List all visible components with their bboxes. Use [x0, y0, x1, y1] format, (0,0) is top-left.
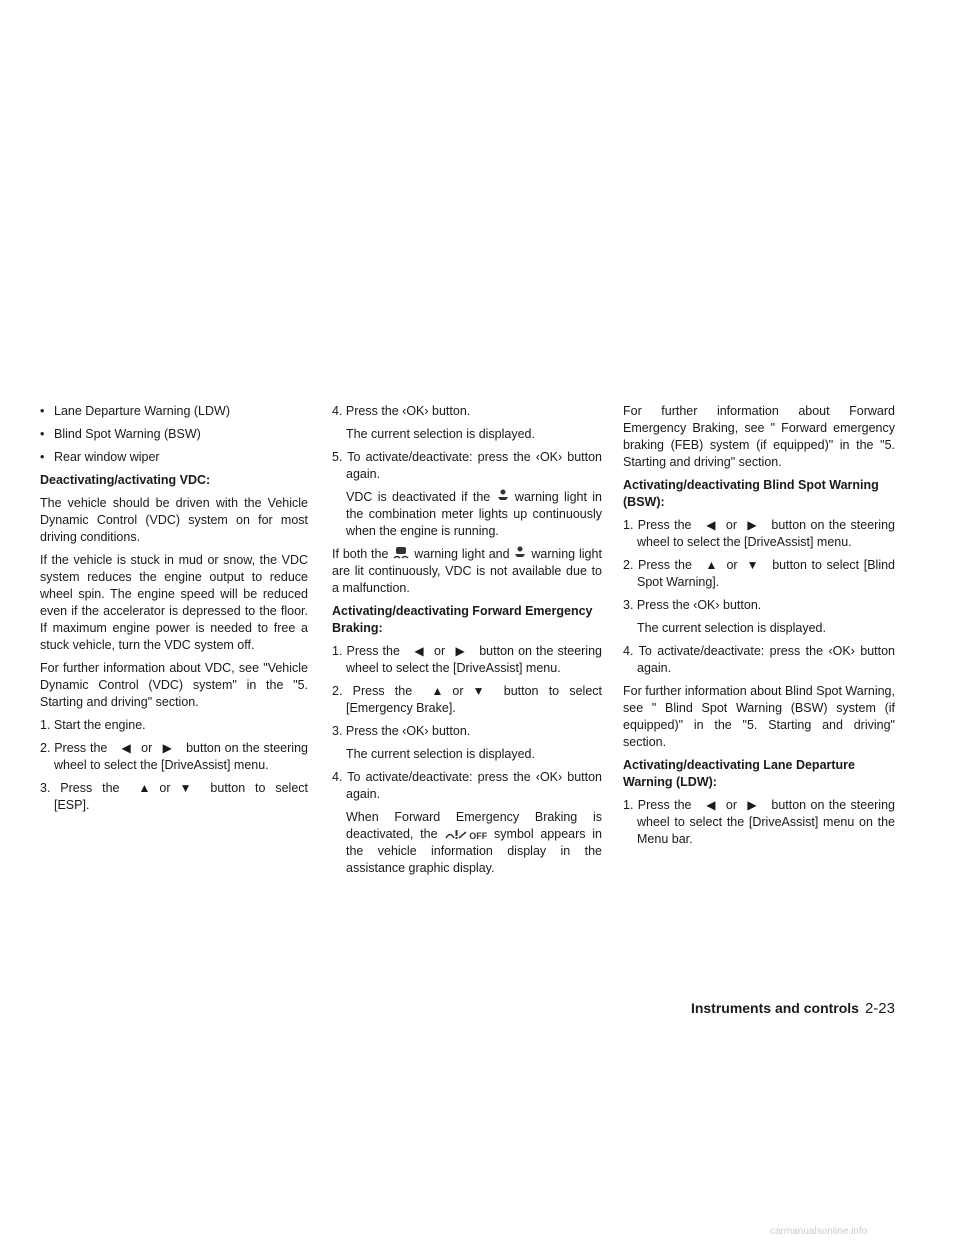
vdc-off-warning-icon — [513, 546, 527, 560]
step: 3. Press the ‹OK› button. — [332, 724, 471, 738]
step-text: or — [726, 558, 738, 572]
step-text: button on the steering wheel to select the [DriveAssist] menu. — [346, 644, 602, 675]
left-arrow-icon: ◀ — [706, 798, 716, 812]
paragraph: For further information about Blind Spot Warning, see " Blind Spot Warning (BSW) system (if equipped)" in the "5. Starting and driving" section. — [623, 684, 895, 749]
step-text: 1. Press the — [623, 798, 692, 812]
note-text: VDC is deactivated if the — [346, 490, 491, 504]
left-arrow-icon: ◀ — [121, 741, 131, 755]
paragraph: For further information about Forward Emergency Braking, see " Forward emergency braking (FEB) system (if equipped)" in the "5. Starting and driving" section. — [623, 404, 895, 469]
column-3 — [623, 403, 895, 854]
paragraph: For further information about VDC, see "Vehicle Dynamic Control (VDC) system" in the "5. Starting and driving" section. — [40, 661, 308, 709]
up-arrow-icon: ▲ — [431, 684, 444, 698]
column-1 — [40, 403, 308, 820]
step-text: 2. Press the — [332, 684, 413, 698]
step-text: 1. Press the — [332, 644, 400, 658]
note-text: symbol appears in the vehicle information display in the assistance graphic display. — [346, 827, 602, 875]
step-text: 2. Press the — [40, 741, 108, 755]
down-arrow-icon: ▼ — [179, 781, 192, 795]
step: 3. Press the ‹OK› button. — [623, 598, 762, 612]
step: 4. To activate/deactivate: press the ‹OK› button again. — [332, 770, 602, 801]
section-heading: Deactivating/activating VDC: — [40, 473, 211, 487]
paragraph-text: warning light and — [414, 547, 510, 561]
right-arrow-icon: ▶ — [747, 798, 757, 812]
up-arrow-icon: ▲ — [705, 558, 718, 572]
down-arrow-icon: ▼ — [746, 558, 759, 572]
note: The current selection is displayed. — [637, 621, 826, 635]
up-arrow-icon: ▲ — [138, 781, 151, 795]
step — [332, 683, 602, 717]
right-arrow-icon: ▶ — [455, 644, 465, 658]
bullet-item: • Lane Departure Warning (LDW) — [40, 403, 308, 420]
feb-off-icon — [444, 826, 487, 840]
column-2 — [332, 403, 602, 883]
step-text: or — [725, 518, 737, 532]
note — [332, 489, 602, 540]
bullet-item: • Blind Spot Warning (BSW) — [40, 426, 308, 443]
step-text: button to select [Blind Spot Warning]. — [637, 558, 895, 589]
slip-warning-icon — [392, 546, 410, 560]
step — [623, 517, 895, 551]
step-text: or — [141, 741, 153, 755]
off-label: OFF — [469, 831, 488, 841]
step — [623, 557, 895, 591]
step-text: button on the steering wheel to select the [DriveAssist] menu. — [637, 518, 895, 549]
section-heading: Activating/deactivating Lane Departure Warning (LDW): — [623, 758, 856, 789]
down-arrow-icon: ▼ — [472, 684, 485, 698]
section-heading: Activating/deactivating Blind Spot Warning (BSW): — [623, 478, 879, 509]
step: 1. Start the engine. — [40, 718, 146, 732]
left-arrow-icon: ◀ — [414, 644, 424, 658]
step-text: or — [434, 644, 446, 658]
note-text: warning light in the combination meter lights up continuously when the engine is running. — [346, 490, 602, 538]
step-text: button to select [Emergency Brake]. — [346, 684, 603, 715]
note: The current selection is displayed. — [346, 747, 535, 761]
right-arrow-icon: ▶ — [162, 741, 172, 755]
step: 5. To activate/deactivate: press the ‹OK› button again. — [332, 450, 602, 481]
step — [40, 740, 308, 774]
step-text: button on the steering wheel to select the [DriveAssist] menu. — [54, 741, 308, 772]
step-text: or — [159, 781, 171, 795]
left-arrow-icon: ◀ — [706, 518, 716, 532]
section-heading: Activating/deactivating Forward Emergency Braking: — [332, 604, 593, 635]
vdc-off-warning-icon — [496, 489, 510, 503]
step-text: or — [725, 798, 737, 812]
page-number: 2-23 — [864, 1000, 895, 1017]
watermark: carmanualsonline.info — [770, 1226, 868, 1237]
step — [332, 643, 602, 677]
step — [40, 780, 308, 814]
note — [332, 809, 602, 877]
step — [623, 797, 895, 848]
paragraph: If the vehicle is stuck in mud or snow, the VDC system reduces the engine output to reduce wheel spin. The engine speed will be reduced even if the accelerator is depressed to the floor. If maximum engine power is needed to free a stuck vehicle, turn the VDC system off. — [40, 553, 308, 652]
step-text: or — [452, 684, 464, 698]
paragraph: The vehicle should be driven with the Vehicle Dynamic Control (VDC) system on for most driving conditions. — [40, 496, 308, 544]
step-text: 1. Press the — [623, 518, 692, 532]
bullet-item: • Rear window wiper — [40, 449, 308, 466]
page-footer — [680, 1000, 895, 1017]
step: 4. To activate/deactivate: press the ‹OK› button again. — [623, 644, 895, 675]
paragraph — [332, 546, 602, 597]
paragraph-text: warning light are lit continuously, VDC is not available due to a malfunction. — [332, 547, 602, 595]
note: The current selection is displayed. — [346, 427, 535, 441]
note-text: When Forward Emergency Braking is deactivated, the — [346, 810, 602, 841]
step-text: button on the steering wheel to select the [DriveAssist] menu on the Menu bar. — [637, 798, 895, 846]
footer-section-title: Instruments and controls — [690, 1000, 859, 1016]
step-text: 3. Press the — [40, 781, 120, 795]
step-text: 2. Press the — [623, 558, 692, 572]
right-arrow-icon: ▶ — [747, 518, 757, 532]
paragraph-text: If both the — [332, 547, 389, 561]
step: 4. Press the ‹OK› button. — [332, 404, 471, 418]
step-text: button to select [ESP]. — [54, 781, 309, 812]
